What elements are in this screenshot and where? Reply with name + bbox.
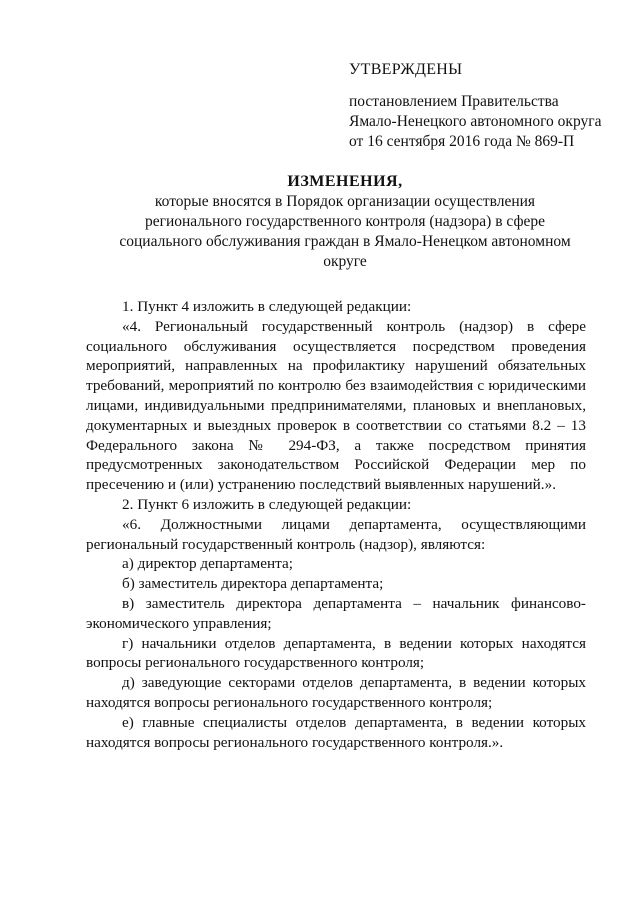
item-1-heading: 1. Пункт 4 изложить в следующей редакции: <box>122 298 412 315</box>
document-body <box>86 297 586 752</box>
approval-line-3: от 16 сентября 2016 года № 869-П <box>349 133 575 150</box>
subitem-d: д) заведующие секторами отделов департамента, в ведении которых находятся вопросы регионального государственного контроля; <box>86 674 586 711</box>
subitem-e: е) главные специалисты отделов департамента, в ведении которых находятся вопросы регионального государственного контроля.». <box>86 713 586 751</box>
item-2-heading: 2. Пункт 6 изложить в следующей редакции: <box>122 495 412 513</box>
subitem-g: г) начальники отделов департамента, в ведении которых находятся вопросы регионального государственного контроля; <box>86 634 586 672</box>
approval-block <box>349 60 619 152</box>
subitem-b: б) заместитель директора департамента; <box>122 575 384 593</box>
item-1-text: «4. Региональный государственный контроль (надзор) в сфере социального обслуживания осуществляется посредством проведения мероприятий, направленных на профилактику нарушений обязательных требований, мероприятий по контролю без взаимодействия с юридическими лицами, индивидуальными предпринимателями, плановых и внеплановых, документарных и выездных проверок в соответствии со статьями 8.2 – 13 Федерального закона № 294-ФЗ, а также посредством принятия предусмотренных законодательством Российской Федерации мер по пресечению и (или) устранению последствий выявленных нарушений.». <box>86 317 586 494</box>
approval-line-1: постановлением Правительства <box>349 93 559 110</box>
document-title: ИЗМЕНЕНИЯ, <box>287 173 403 190</box>
approval-title: УТВЕРЖДЕНЫ <box>349 61 463 78</box>
subitem-v: в) заместитель директора департамента – начальник финансово-экономического управления; <box>86 594 586 632</box>
approval-line-2: Ямало-Ненецкого автономного округа <box>349 113 602 130</box>
document-subtitle: которые вносятся в Порядок организации осуществления регионального государственного контроля (надзора) в сфере социального обслуживания граждан в Ямало-Ненецком автономном округе <box>119 193 571 270</box>
document-heading <box>110 172 580 272</box>
subitem-a: а) директор департамента; <box>122 555 293 573</box>
item-2-text: «6. Должностными лицами департамента, осуществляющими региональный государственный контроль (надзор), являются: <box>86 515 586 553</box>
